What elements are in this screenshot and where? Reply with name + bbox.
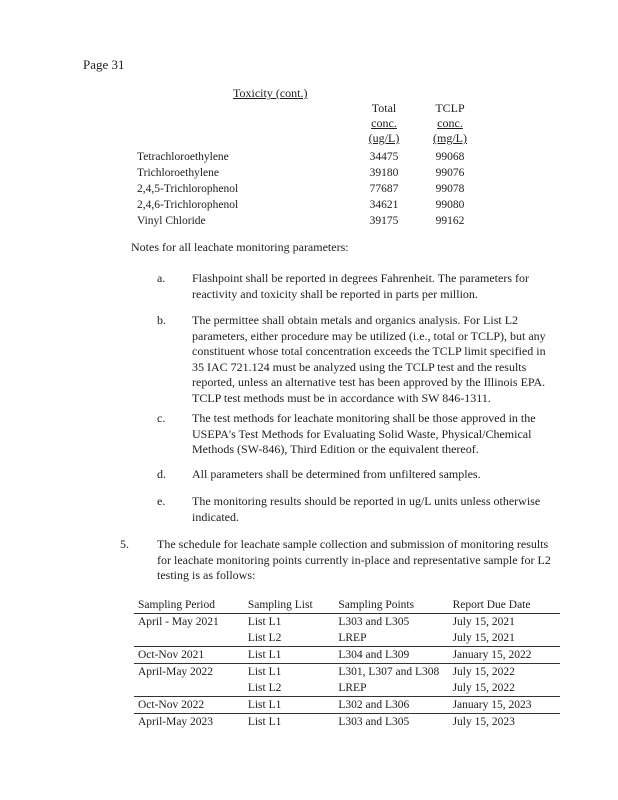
chemical-name: 2,4,6-Trichlorophenol <box>137 199 239 211</box>
schedule-row <box>134 697 560 714</box>
tclp-conc-header <box>430 101 470 146</box>
note-d-text: All parameters shall be determined from unfiltered samples. <box>192 467 481 481</box>
note-e-text: The monitoring results should be reported in ug/L units unless otherwise indicated. <box>192 494 541 524</box>
toxicity-title: Toxicity (cont.) <box>233 86 308 100</box>
notes-title: Notes for all leachate monitoring parameters: <box>131 240 349 254</box>
cell-report-due-date: July 15, 2022 <box>452 682 515 694</box>
note-c-text: The test methods for leachate monitoring shall be those approved in the USEPA's Test Methods for Evaluating Solid Waste, Physical/Chemical Methods (SW-846), Third Edition or the equivalent thereof. <box>192 411 536 456</box>
cell-sampling-period: Oct-Nov 2022 <box>138 699 205 711</box>
cell-sampling-period <box>134 630 244 647</box>
cell-report-due-date: January 15, 2022 <box>452 649 532 661</box>
schedule-row <box>134 630 560 647</box>
cell-sampling-list: List L1 <box>247 699 282 711</box>
schedule-body <box>134 614 560 731</box>
chemical-tclp-conc: 99162 <box>435 215 465 227</box>
chemical-total-conc: 39180 <box>369 167 399 179</box>
tclp-header-line3: (mg/L) <box>433 131 467 145</box>
chemical-tclp-conc: 99078 <box>435 183 465 195</box>
cell-sampling-list: List L1 <box>247 616 282 628</box>
header-sampling-period: Sampling Period <box>138 599 215 611</box>
chemical-tclp-conc: 99080 <box>435 199 465 211</box>
chemical-name: 2,4,5-Trichlorophenol <box>137 183 239 195</box>
chemical-name: Trichloroethylene <box>137 167 219 179</box>
cell-sampling-list: List L2 <box>247 632 282 644</box>
cell-sampling-points: L304 and L309 <box>338 649 410 661</box>
total-header-line3: (ug/L) <box>368 131 400 145</box>
chemical-total-conc: 39175 <box>369 215 399 227</box>
total-conc-header <box>364 101 404 146</box>
cell-sampling-list: List L1 <box>247 649 282 661</box>
cell-sampling-points: L303 and L305 <box>338 716 410 728</box>
chemical-total-conc: 34621 <box>369 199 399 211</box>
header-sampling-list: Sampling List <box>247 599 313 611</box>
note-b-letter: b. <box>157 313 166 327</box>
tclp-header-line2: conc. <box>437 116 463 130</box>
chemical-name: Tetrachloroethylene <box>137 151 229 163</box>
cell-report-due-date: July 15, 2023 <box>452 716 515 728</box>
cell-sampling-list: List L1 <box>247 716 282 728</box>
schedule-row <box>134 680 560 697</box>
schedule-table <box>134 591 560 730</box>
cell-sampling-points: L301, L307 and L308 <box>338 666 440 678</box>
chemical-tclp-conc: 99068 <box>435 151 465 163</box>
total-header-line2: conc. <box>371 116 397 130</box>
cell-sampling-period: Oct-Nov 2021 <box>138 649 205 661</box>
tclp-header-line1: TCLP <box>435 101 465 115</box>
chemical-name: Vinyl Chloride <box>137 215 206 227</box>
total-header-line1: Total <box>371 101 397 115</box>
schedule-row <box>134 647 560 664</box>
cell-sampling-period: April - May 2021 <box>138 616 219 628</box>
cell-sampling-period <box>134 680 244 697</box>
item-5-text: The schedule for leachate sample collection and submission of monitoring results for leachate monitoring points currently in-place and representative sample for L2 testing is as follows: <box>157 537 551 582</box>
cell-report-due-date: July 15, 2022 <box>452 666 515 678</box>
note-b-text: The permittee shall obtain metals and organics analysis. For List L2 parameters, either procedure may be utilized (i.e., total or TCLP), but any constituent whose total concentration exceeds the TCLP limit specified in 35 IAC 721.124 must be analyzed using the TCLP test and the results reported, unless an alternative test has been approved by the Illinois EPA. TCLP test methods must be in accordance with SW 846-1311. <box>192 313 546 405</box>
cell-sampling-points: LREP <box>338 682 367 694</box>
schedule-header-row <box>134 591 560 614</box>
cell-sampling-list: List L2 <box>247 682 282 694</box>
cell-report-due-date: January 15, 2023 <box>452 699 532 711</box>
page-number: Page 31 <box>83 57 125 72</box>
cell-sampling-points: LREP <box>338 632 367 644</box>
note-c-letter: c. <box>157 411 166 425</box>
cell-report-due-date: July 15, 2021 <box>452 632 515 644</box>
cell-sampling-period: April-May 2023 <box>138 716 214 728</box>
cell-sampling-points: L302 and L306 <box>338 699 410 711</box>
note-d-letter: d. <box>157 467 166 481</box>
header-report-due-date: Report Due Date <box>452 599 531 611</box>
cell-sampling-period: April-May 2022 <box>138 666 214 678</box>
note-e-letter: e. <box>157 494 166 508</box>
schedule-row <box>134 714 560 731</box>
schedule-row <box>134 614 560 631</box>
cell-sampling-points: L303 and L305 <box>338 616 410 628</box>
note-a-text: Flashpoint shall be reported in degrees Fahrenheit. The parameters for reactivity and toxicity shall be reported in parts per million. <box>192 271 530 301</box>
header-sampling-points: Sampling Points <box>338 599 415 611</box>
note-a-letter: a. <box>157 271 166 285</box>
item-5-number: 5. <box>120 537 129 551</box>
chemical-total-conc: 77687 <box>369 183 399 195</box>
cell-report-due-date: July 15, 2021 <box>452 616 515 628</box>
schedule-row <box>134 664 560 681</box>
cell-sampling-list: List L1 <box>247 666 282 678</box>
chemical-total-conc: 34475 <box>369 151 399 163</box>
chemical-tclp-conc: 99076 <box>435 167 465 179</box>
